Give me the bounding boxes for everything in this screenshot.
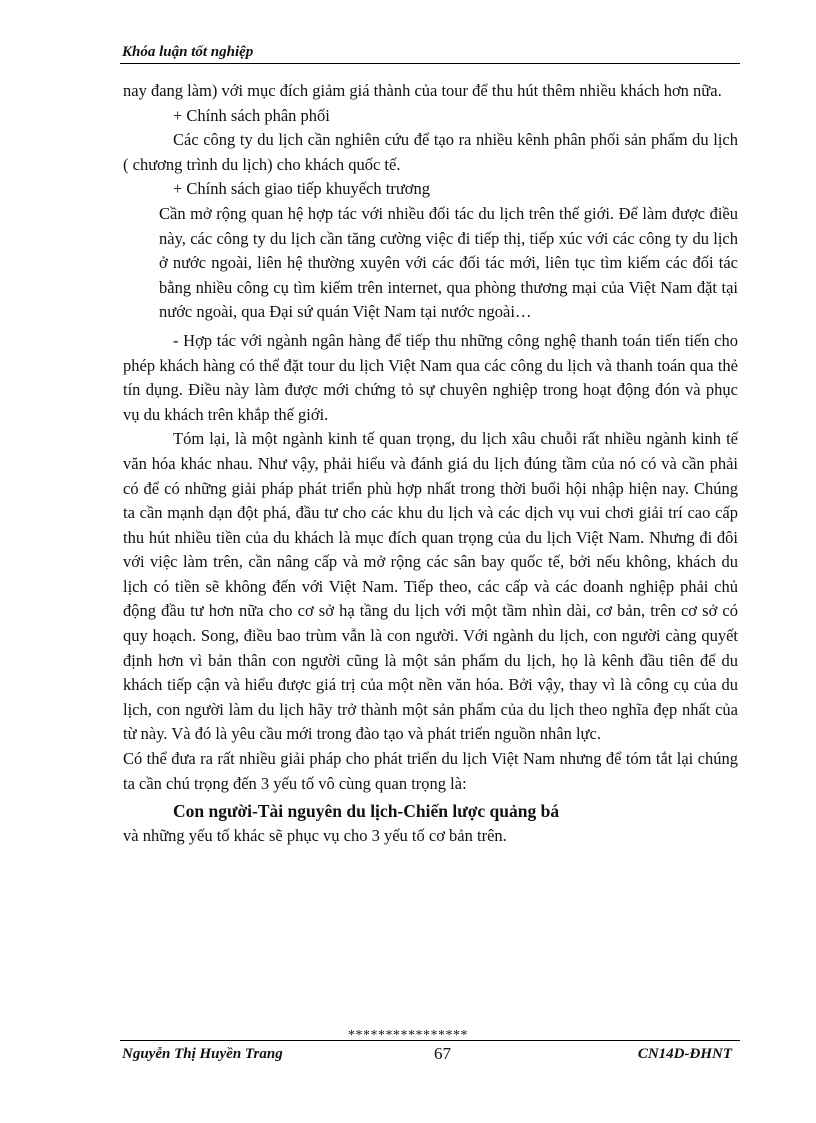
page-number: 67 bbox=[434, 1044, 451, 1063]
paragraph-8: Có thể đưa ra rất nhiều giải pháp cho phát triển du lịch Việt Nam nhưng để tóm tắt lại chúng ta cần chú trọng đến 3 yếu tố vô cùng quan trọng là: bbox=[123, 749, 738, 793]
footer-author: Nguyễn Thị Huyền Trang bbox=[122, 1046, 283, 1062]
paragraph-7: Tóm lại, là một ngành kinh tế quan trọng, du lịch xâu chuỗi rất nhiều ngành kinh tế văn hóa khác nhau. Như vậy, phải hiểu và đánh giá du lịch đúng tầm của nó có và cần phải có để có những giải pháp phát triển phù hợp nhất trong thời buổi hội nhập hiện nay. Chúng ta cần mạnh dạn đột phá, đầu tư cho các khu du lịch và các dịch vụ vui chơi giải trí cao cấp thu hút nhiều tiền của du khách là mục đích quan trọng của du lịch Việt Nam. Nhưng đi đôi với việc làm trên, cần nâng cấp và mở rộng các sân bay quốc tế, bởi nếu không, khách du lịch có tiền sẽ không đến với Việt Nam. Tiếp theo, các cấp và các doanh nghiệp phải chủ động đầu tư hơn nữa cho cơ sở hạ tầng du lịch với một tầm nhìn dài, cơ bản, trên cơ sở có quy hoạch. Song, điều bao trùm vẫn là con người. Với ngành du lịch, con người càng quyết định hơn vì bản thân con người cũng là một sản phẩm du lịch, họ là kênh đầu tiên để du khách tiếp cận và hiểu được giá trị của một nền văn hóa. Bởi vậy, thay vì là công cụ của du lịch, con người làm du lịch hãy trở thành một sản phẩm của du lịch theo nghĩa đẹp nhất của từ này. Và đó là yêu cầu mới trong đào tạo và phát triển nguồn nhân lực. bbox=[123, 429, 738, 744]
page-footer bbox=[122, 1044, 738, 1068]
footer-class-code: CN14D-ĐHNT bbox=[637, 1046, 732, 1062]
paragraph-promotion-heading: + Chính sách giao tiếp khuyếch trương bbox=[173, 179, 431, 199]
header-divider bbox=[120, 63, 740, 64]
footer-divider bbox=[120, 1040, 740, 1041]
paragraph-5: Cần mở rộng quan hệ hợp tác với nhiều đối tác du lịch trên thế giới. Để làm được điều này, các công ty du lịch cần tăng cường việc đi tiếp thị, tiếp xúc với các công ty du lịch ở nước ngoài, liên hệ thường xuyên với các đối tác mới, liên tục tìm kiếm các đối tác bằng nhiều công cụ tìm kiếm trên internet, qua phòng thương mại của Việt Nam đặt tại nước ngoài, qua Đại sứ quán Việt Nam tại nước ngoài… bbox=[159, 203, 738, 322]
document-body bbox=[123, 79, 738, 848]
key-factors-heading: Con người-Tài nguyên du lịch-Chiến lược quảng bá bbox=[173, 801, 560, 822]
paragraph-1: nay đang làm) với mục đích giảm giá thành của tour để thu hút thêm nhiều khách hơn nữa. bbox=[123, 81, 722, 100]
paragraph-6: - Hợp tác với ngành ngân hàng để tiếp thu những công nghệ thanh toán tiến tiến cho phép khách hàng có thể đặt tour du lịch Việt Nam qua các công du lịch và thanh toán qua thẻ tín dụng. Điều này làm được mới chứng tỏ sự chuyên nghiệp trong hoạt động đón và phục vụ du khách trên khắp thế giới. bbox=[123, 330, 738, 424]
section-separator: **************** bbox=[348, 1028, 468, 1043]
page-header-title: Khóa luận tốt nghiệp bbox=[122, 44, 254, 60]
paragraph-10: và những yếu tố khác sẽ phục vụ cho 3 yếu tố cơ bản trên. bbox=[123, 825, 507, 845]
paragraph-distribution-heading: + Chính sách phân phối bbox=[173, 105, 330, 125]
paragraph-3: Các công ty du lịch cần nghiên cứu để tạo ra nhiều kênh phân phối sản phẩm du lịch ( chương trình du lịch) cho khách quốc tế. bbox=[123, 130, 738, 174]
